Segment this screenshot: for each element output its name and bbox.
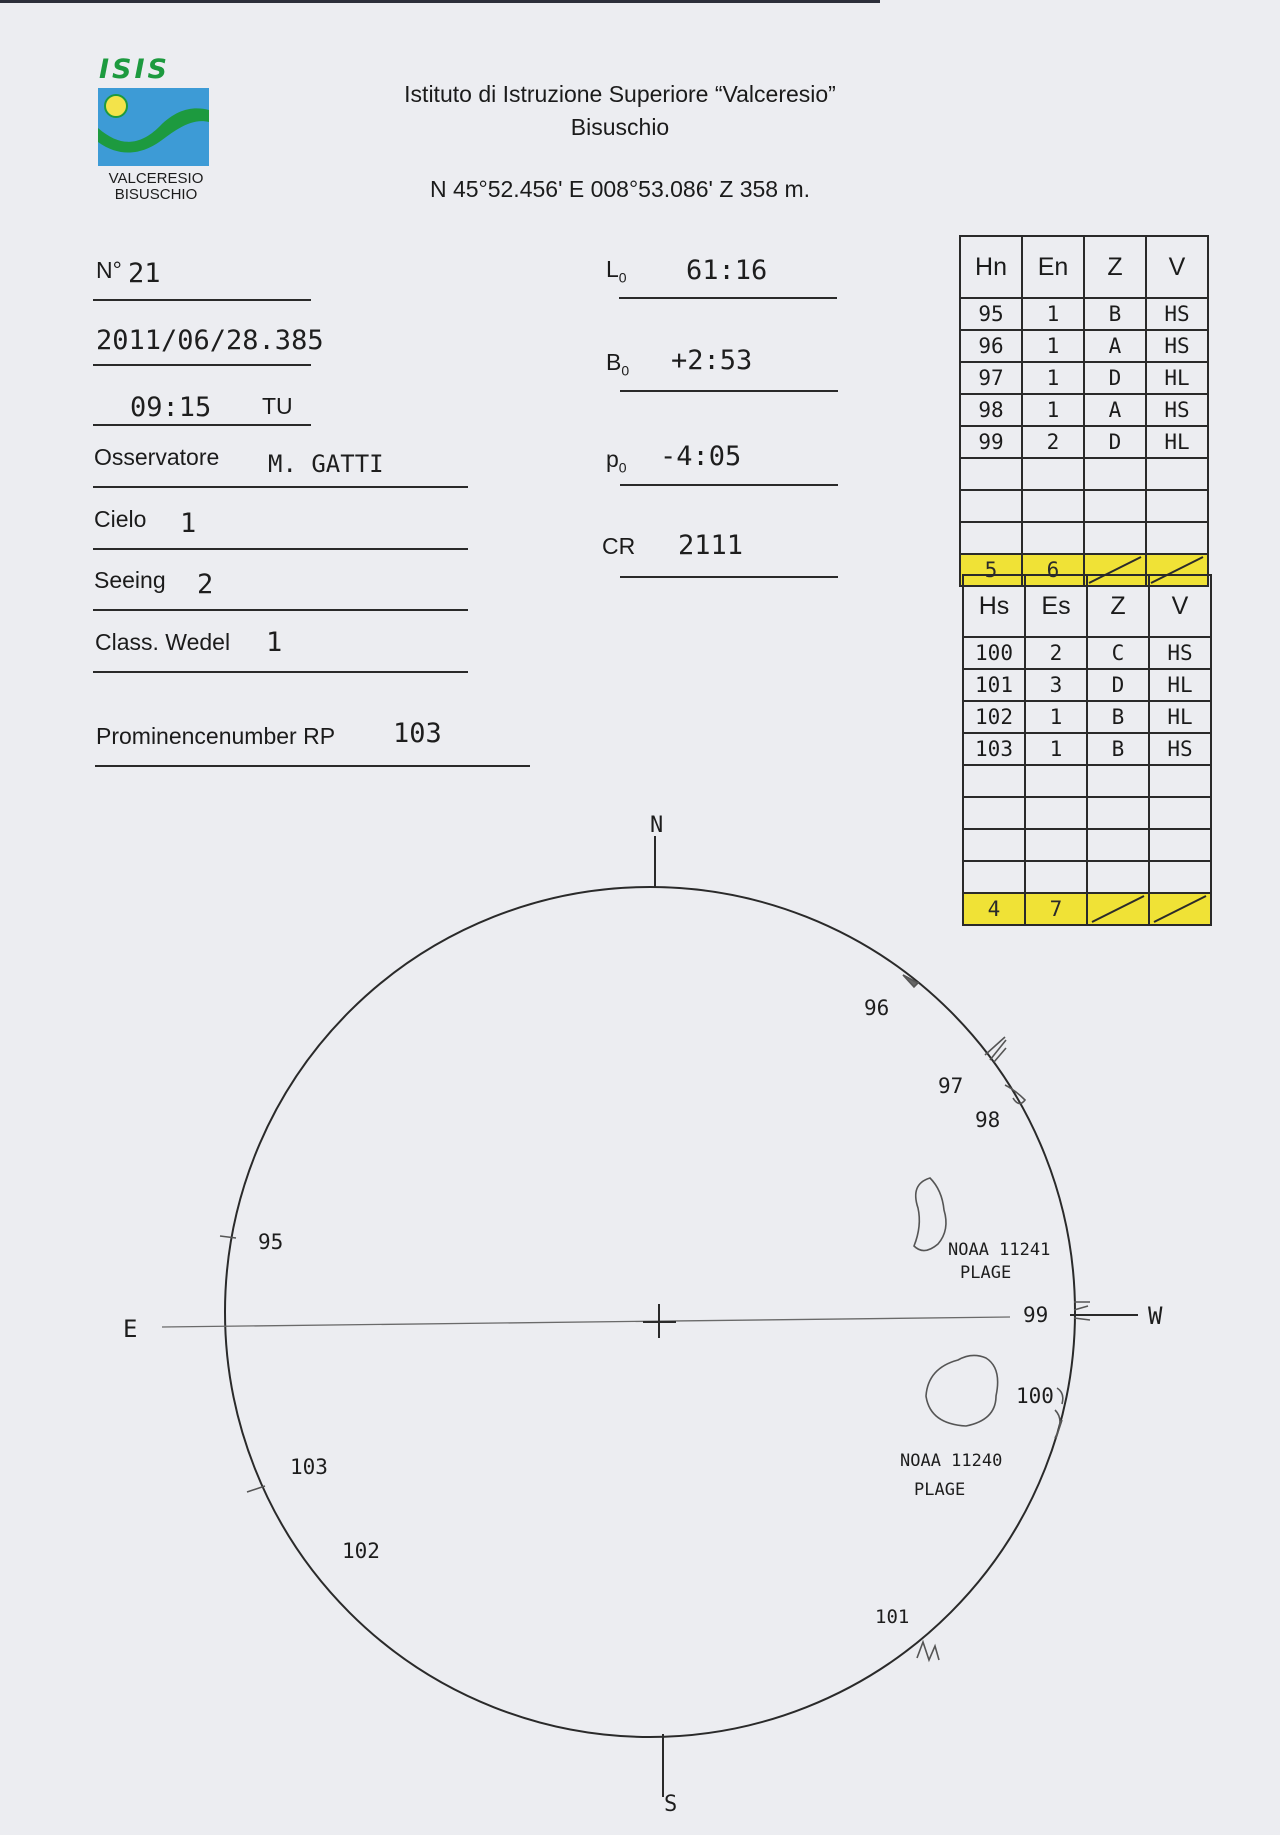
table-cell: A	[1084, 394, 1146, 426]
column-header: V	[1149, 575, 1211, 637]
column-header: Z	[1084, 236, 1146, 298]
observation-time: 09:15	[130, 392, 212, 423]
table-cell: 2	[1025, 637, 1087, 669]
total-count: 4	[963, 893, 1025, 925]
solar-disk-outline	[225, 887, 1075, 1737]
table-cell	[1146, 458, 1208, 490]
table-cell: HS	[1146, 330, 1208, 362]
date-rule	[93, 364, 311, 366]
table-row	[960, 426, 1208, 458]
compass-south: S	[664, 1792, 678, 1817]
table-cell	[1084, 458, 1146, 490]
table-cell: D	[1084, 362, 1146, 394]
table-cell: HL	[1149, 701, 1211, 733]
observer-label: Osservatore	[94, 444, 220, 470]
table-cell: 95	[960, 298, 1022, 330]
school-name: Istituto di Istruzione Superiore “Valceresio”	[404, 81, 836, 107]
wedel-label: Class. Wedel	[95, 629, 231, 655]
logo-caption	[96, 171, 216, 203]
seeing-value: 2	[197, 569, 214, 600]
column-header: Hs	[963, 575, 1025, 637]
logo-caption-line1: VALCERESIO	[108, 170, 204, 187]
north-prominence-table	[959, 235, 1209, 587]
time-unit: TU	[262, 393, 293, 419]
table-cell: 1	[1022, 394, 1084, 426]
table-cell	[960, 458, 1022, 490]
observer-value: M. GATTI	[268, 450, 384, 478]
table-cell: D	[1087, 669, 1149, 701]
table-cell: 1	[1025, 701, 1087, 733]
table-row	[963, 733, 1211, 765]
prominence-marks	[220, 975, 1090, 1835]
table-cell	[1022, 458, 1084, 490]
cr-label: CR	[602, 533, 636, 559]
region-label-line1: NOAA 11240	[900, 1451, 1003, 1471]
center-cross-icon	[643, 1304, 676, 1338]
l0-rule	[619, 297, 837, 299]
table-cell	[960, 522, 1022, 554]
table-cell: HS	[1149, 637, 1211, 669]
table-cell: HL	[1146, 362, 1208, 394]
table-cell	[1146, 490, 1208, 522]
school-town: Bisuschio	[570, 114, 670, 140]
school-logo	[98, 88, 209, 166]
table-cell: 1	[1022, 330, 1084, 362]
prominence-label: 98	[975, 1108, 1001, 1132]
sky-value: 1	[180, 508, 197, 539]
table-cell: C	[1087, 637, 1149, 669]
table-cell: 97	[960, 362, 1022, 394]
b0-label: $B_0$	[606, 349, 630, 379]
observer-rule	[93, 486, 468, 488]
table-row	[960, 330, 1208, 362]
compass-east: E	[123, 1315, 138, 1343]
table-cell: 3	[1025, 669, 1087, 701]
p0-label: $p_0$	[606, 446, 627, 476]
l0-label: $L_0$	[606, 256, 627, 286]
table-cell: 100	[963, 637, 1025, 669]
table-cell: 98	[960, 394, 1022, 426]
prominence-label: 102	[342, 1539, 380, 1563]
table-cell: B	[1084, 298, 1146, 330]
column-header: Z	[1087, 575, 1149, 637]
prominence-label: 99	[1023, 1303, 1049, 1327]
p0-value: -4:05	[660, 441, 742, 472]
column-header: En	[1022, 236, 1084, 298]
wedel-value: 1	[266, 627, 283, 658]
b0-value: +2:53	[671, 345, 753, 376]
seeing-label: Seeing	[94, 567, 166, 593]
solar-disk-drawing	[0, 790, 1280, 1835]
time-rule	[93, 424, 311, 426]
scan-top-border	[0, 0, 880, 3]
table-cell: 96	[960, 330, 1022, 362]
table-cell	[1022, 522, 1084, 554]
table-cell	[1084, 490, 1146, 522]
column-header: Hn	[960, 236, 1022, 298]
equator-line	[162, 1317, 1010, 1327]
sky-rule	[93, 548, 468, 550]
table-row	[960, 490, 1208, 522]
region-label-line1: NOAA 11241	[948, 1240, 1051, 1260]
total-events: 7	[1025, 893, 1087, 925]
table-row	[960, 298, 1208, 330]
table-cell: 1	[1022, 298, 1084, 330]
wedel-rule	[93, 671, 468, 673]
table-cell: 101	[963, 669, 1025, 701]
cr-rule	[620, 576, 838, 578]
number-rule	[93, 299, 311, 301]
table-cell: HS	[1146, 394, 1208, 426]
table-cell: B	[1087, 733, 1149, 765]
p0-rule	[620, 484, 838, 486]
table-cell: 1	[1025, 733, 1087, 765]
b0-rule	[620, 390, 838, 392]
table-row	[963, 637, 1211, 669]
region-label-line2: PLAGE	[914, 1480, 966, 1500]
table-cell: 103	[963, 733, 1025, 765]
prominence-label: 97	[938, 1074, 964, 1098]
number-value: 21	[128, 258, 161, 289]
table-cell: B	[1087, 701, 1149, 733]
table-cell	[1146, 522, 1208, 554]
logo-emblem-icon	[98, 88, 209, 166]
prominence-label: 100	[1016, 1384, 1054, 1408]
table-row	[960, 458, 1208, 490]
table-cell: 102	[963, 701, 1025, 733]
total-count: 5	[960, 554, 1022, 586]
table-cell: 99	[960, 426, 1022, 458]
observatory-coordinates: N 45°52.456' E 008°53.086' Z 358 m.	[429, 176, 811, 202]
compass-west: W	[1148, 1302, 1163, 1330]
l0-value: 61:16	[686, 255, 768, 286]
prominence-value: 103	[393, 718, 442, 749]
table-row	[960, 522, 1208, 554]
plage-outline	[914, 1178, 946, 1251]
table-cell: HS	[1146, 298, 1208, 330]
column-header: Es	[1025, 575, 1087, 637]
sky-label: Cielo	[94, 506, 147, 532]
logo-caption-line2: BISUSCHIO	[114, 186, 198, 203]
prominence-rule	[95, 765, 530, 767]
plage-outline	[926, 1355, 998, 1426]
table-cell: A	[1084, 330, 1146, 362]
table-cell: 2	[1022, 426, 1084, 458]
prominence-label: 101	[875, 1606, 910, 1628]
observation-date: 2011/06/28.385	[96, 325, 324, 356]
column-header: V	[1146, 236, 1208, 298]
cr-value: 2111	[678, 530, 744, 561]
table-cell: HL	[1146, 426, 1208, 458]
table-cell: 1	[1022, 362, 1084, 394]
table-row	[963, 669, 1211, 701]
prominence-label: 95	[258, 1230, 284, 1254]
table-cell: HS	[1149, 733, 1211, 765]
region-label-line2: PLAGE	[960, 1263, 1012, 1283]
table-cell	[1022, 490, 1084, 522]
logo-wordmark: ISIS	[99, 54, 170, 85]
table-cell	[960, 490, 1022, 522]
table-cell	[1084, 522, 1146, 554]
prominence-label: Prominencenumber RP	[96, 723, 336, 749]
table-row	[963, 701, 1211, 733]
number-label: N°	[96, 257, 122, 283]
table-row	[960, 362, 1208, 394]
total-events: 6	[1022, 554, 1084, 586]
compass-north: N	[650, 813, 664, 838]
prominence-label: 96	[864, 996, 890, 1020]
table-cell: HL	[1149, 669, 1211, 701]
seeing-rule	[93, 609, 468, 611]
table-cell: D	[1084, 426, 1146, 458]
table-header-row	[963, 575, 1211, 637]
table-row	[960, 394, 1208, 426]
table-header-row	[960, 236, 1208, 298]
prominence-label: 103	[290, 1455, 328, 1479]
